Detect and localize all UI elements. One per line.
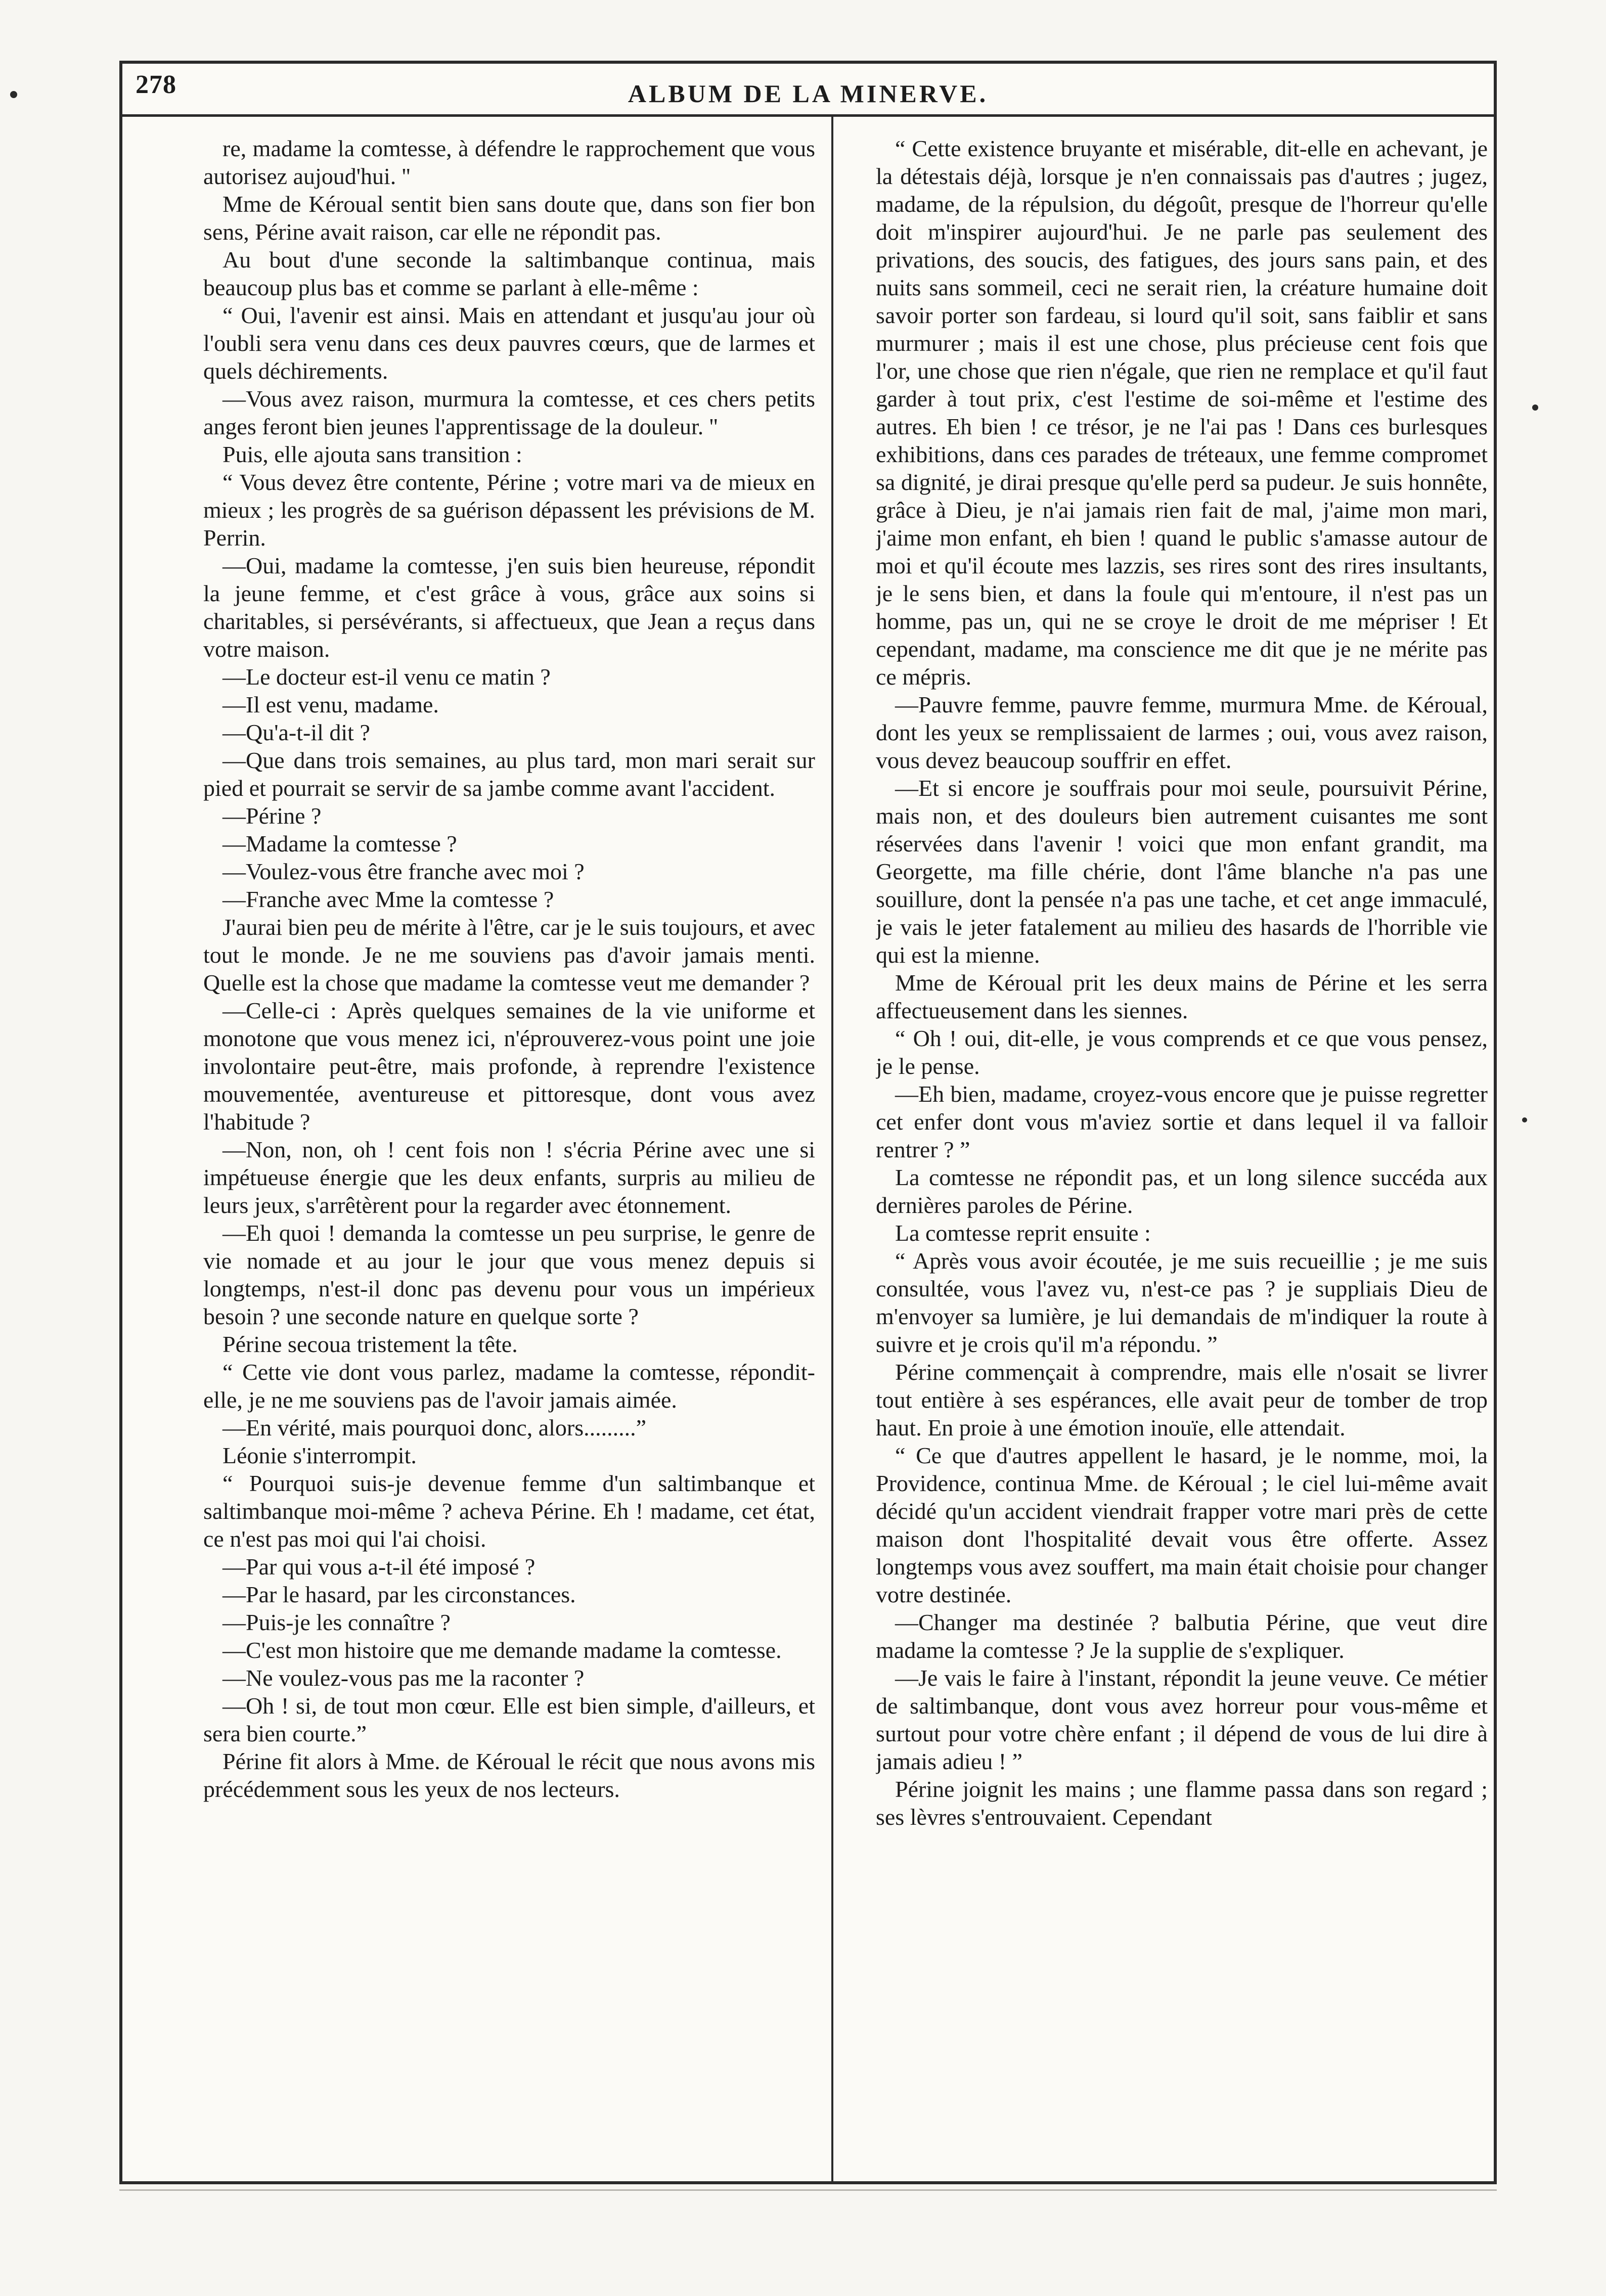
paragraph: —Pauvre femme, pauvre femme, murmura Mme. de Kéroual, dont les yeux se remplissaient de larmes ; oui, vous avez raison, vous devez beaucoup souffrir en effet. (876, 692, 1488, 773)
column-divider (831, 115, 833, 2184)
page-frame (119, 61, 1497, 2184)
paragraph: —Franche avec Mme la comtesse ? (222, 886, 554, 912)
paragraph: —Périne ? (222, 803, 322, 829)
paragraph: Mme de Kéroual sentit bien sans doute que, dans son fier bon sens, Périne avait raison, car elle ne répondit pas. (203, 191, 815, 245)
paragraph: “ Après vous avoir écoutée, je me suis recueillie ; je me suis consultée, vous l'avez vu, n'est-ce pas ? je suppliais Dieu de m'envoyer sa lumière, je lui demandais de m'indiquer la route à suivre et je crois qu'il m'a répondu. ” (876, 1248, 1488, 1357)
paragraph: “ Oui, l'avenir est ainsi. Mais en attendant et jusqu'au jour où l'oubli sera venu dans ces deux pauvres cœurs, que de larmes et quels déchirements. (203, 302, 815, 384)
ink-speck (1522, 1117, 1527, 1122)
paragraph: “ Ce que d'autres appellent le hasard, je le nomme, moi, la Providence, continua Mme. de Kéroual ; le ciel lui-même avait décidé qu'un accident viendrait frapper votre mari près de cette maison dont l'hospitalité devait vous être offerte. Assez longtemps vous avez souffert, ma main était choisie pour changer votre destinée. (876, 1443, 1488, 1607)
paragraph: —Puis-je les connaître ? (222, 1609, 451, 1635)
paragraph: Léonie s'interrompit. (222, 1443, 417, 1468)
paragraph: Périne fit alors à Mme. de Kéroual le récit que nous avons mis précédemment sous les yeux de nos lecteurs. (203, 1748, 815, 1802)
bottom-rule (119, 2189, 1497, 2191)
paragraph: “ Cette vie dont vous parlez, madame la comtesse, répondit-elle, je ne me souviens pas de l'avoir jamais aimée. (203, 1359, 815, 1413)
page-number: 278 (136, 70, 176, 99)
paragraph: —Voulez-vous être franche avec moi ? (222, 859, 585, 884)
paragraph: —Oh ! si, de tout mon cœur. Elle est bien simple, d'ailleurs, et sera bien courte.” (203, 1693, 815, 1746)
paragraph: Périne commençait à comprendre, mais elle n'osait se livrer tout entière à ses espérances, elle avait peur de tomber de trop haut. En proie à une émotion inouïe, elle attendait. (876, 1359, 1488, 1440)
left-column (203, 134, 815, 2162)
paragraph: —Qu'a-t-il dit ? (222, 719, 370, 745)
ink-speck (1532, 404, 1538, 411)
paragraph: Puis, elle ajouta sans transition : (222, 441, 522, 467)
paragraph: —Il est venu, madame. (222, 692, 439, 717)
page-header (122, 64, 1494, 117)
paragraph: —C'est mon histoire que me demande madame la comtesse. (222, 1637, 782, 1663)
paragraph: —Et si encore je souffrais pour moi seule, poursuivit Périne, mais non, et des douleurs bien autrement cuisantes me sont réservées dans l'avenir ! voici que mon enfant grandit, ma Georgette, ma fille chérie, dont l'âme blanche n'a pas une souillure, dont la pensée n'a pas une tache, et cet ange immaculé, je vais le jeter fatalement au milieu des hasards de l'horrible vie qui est la mienne. (876, 775, 1488, 968)
paragraph: re, madame la comtesse, à défendre le rapprochement que vous autorisez aujoud'hui. '' (203, 136, 815, 189)
paragraph: —Oui, madame la comtesse, j'en suis bien heureuse, répondit la jeune femme, et c'est grâce à vous, grâce aux soins si charitables, si persévérants, si affectueux, que Jean a reçus dans votre maison. (203, 553, 815, 662)
paragraph: “ Cette existence bruyante et misérable, dit-elle en achevant, je la détestais déjà, lorsque je n'en connaissais pas d'autres ; jugez, madame, de la répulsion, du dégoût, presque de l'horreur qu'elle doit m'inspirer aujourd'hui. Je ne parle pas seulement des privations, des soucis, des fatigues, des jours sans pain, et des nuits sans sommeil, ceci ne serait rien, la créature humaine doit savoir porter son fardeau, si lourd qu'il soit, sans faiblir et sans murmurer ; mais il est une chose, plus précieuse cent fois que l'or, une chose que rien n'égale, que rien ne remplace et qu'il faut garder à tout prix, c'est l'estime de soi-même et l'estime des autres. Eh bien ! ce trésor, je ne l'ai pas ! Dans ces burlesques exhibitions, dans ces parades de tréteaux, une femme compromet sa dignité, je dirai presque qu'elle perd sa pudeur. Je suis honnête, grâce à Dieu, je n'ai jamais rien fait de mal, j'aime mon mari, j'aime mon enfant, eh bien ! quand le public s'amasse autour de moi et qu'il écoute mes lazzis, ses rires sont des rires insultants, je le sens bien, et dans la foule qui m'entoure, il n'est pas un homme, pas un, qui ne se croye le droit de me mépriser ! Et cependant, madame, ma conscience me dit que je ne mérite pas ce mépris. (876, 136, 1488, 690)
paragraph: J'aurai bien peu de mérite à l'être, car je le suis toujours, et avec tout le monde. Je ne me souviens pas d'avoir jamais menti. Quelle est la chose que madame la comtesse veut me demander ? (203, 914, 815, 996)
paragraph: —Le docteur est-il venu ce matin ? (222, 664, 551, 690)
paragraph: —Ne voulez-vous pas me la raconter ? (222, 1665, 585, 1691)
paragraph: Au bout d'une seconde la saltimbanque continua, mais beaucoup plus bas et comme se parlant à elle-même : (203, 247, 815, 300)
paragraph: La comtesse reprit ensuite : (895, 1220, 1151, 1246)
paragraph: La comtesse ne répondit pas, et un long silence succéda aux dernières paroles de Périne. (876, 1164, 1488, 1218)
paragraph: —Changer ma destinée ? balbutia Périne, que veut dire madame la comtesse ? Je la supplie de s'expliquer. (876, 1609, 1488, 1663)
paragraph: Périne joignit les mains ; une flamme passa dans son regard ; ses lèvres s'entrouvaient. Cependant (876, 1776, 1488, 1830)
paragraph: —Que dans trois semaines, au plus tard, mon mari serait sur pied et pourrait se servir de sa jambe comme avant l'accident. (203, 747, 815, 801)
paragraph: —Par qui vous a-t-il été imposé ? (222, 1554, 536, 1580)
paragraph: “ Oh ! oui, dit-elle, je vous comprends et ce que vous pensez, je le pense. (876, 1025, 1488, 1079)
paragraph: —Par le hasard, par les circonstances. (222, 1582, 576, 1607)
paragraph: Mme de Kéroual prit les deux mains de Périne et les serra affectueusement dans les siennes. (876, 970, 1488, 1023)
paragraph: —Celle-ci : Après quelques semaines de la vie uniforme et monotone que vous menez ici, n'éprouverez-vous point une joie involontaire peut-être, mais profonde, à reprendre l'existence mouvementée, aventureuse et pittoresque, dont vous avez l'habitude ? (203, 998, 815, 1135)
running-title: ALBUM DE LA MINERVE. (628, 79, 989, 108)
paragraph: —Eh quoi ! demanda la comtesse un peu surprise, le genre de vie nomade et au jour le jour que vous menez depuis si longtemps, n'est-il donc pas devenu pour vous un impérieux besoin ? une seconde nature en quelque sorte ? (203, 1220, 815, 1329)
paragraph: —Vous avez raison, murmura la comtesse, et ces chers petits anges feront bien jeunes l'apprentissage de la douleur. '' (203, 386, 815, 439)
paragraph: —Eh bien, madame, croyez-vous encore que je puisse regretter cet enfer dont vous m'aviez sortie et dans lequel il va falloir rentrer ? ” (876, 1081, 1488, 1162)
paragraph: —En vérité, mais pourquoi donc, alors.........” (222, 1415, 647, 1440)
paragraph: Périne secoua tristement la tête. (222, 1331, 518, 1357)
paragraph: —Madame la comtesse ? (222, 831, 457, 857)
paragraph: —Je vais le faire à l'instant, répondit la jeune veuve. Ce métier de saltimbanque, dont vous avez horreur pour vous-même et surtout pour votre chère enfant ; il dépend de vous de lui dire à jamais adieu ! ” (876, 1665, 1488, 1774)
paragraph: —Non, non, oh ! cent fois non ! s'écria Périne avec une si impétueuse énergie que les deux enfants, surpris au milieu de leurs jeux, s'arrêtèrent pour la regarder avec étonnement. (203, 1137, 815, 1218)
right-column (876, 134, 1488, 2162)
paragraph: “ Pourquoi suis-je devenue femme d'un saltimbanque et saltimbanque moi-même ? acheva Périne. Eh ! madame, cet état, ce n'est pas moi qui l'ai choisi. (203, 1470, 815, 1552)
paragraph: “ Vous devez être contente, Périne ; votre mari va de mieux en mieux ; les progrès de sa guérison dépassent les prévisions de M. Perrin. (203, 469, 815, 551)
ink-speck (10, 91, 17, 98)
